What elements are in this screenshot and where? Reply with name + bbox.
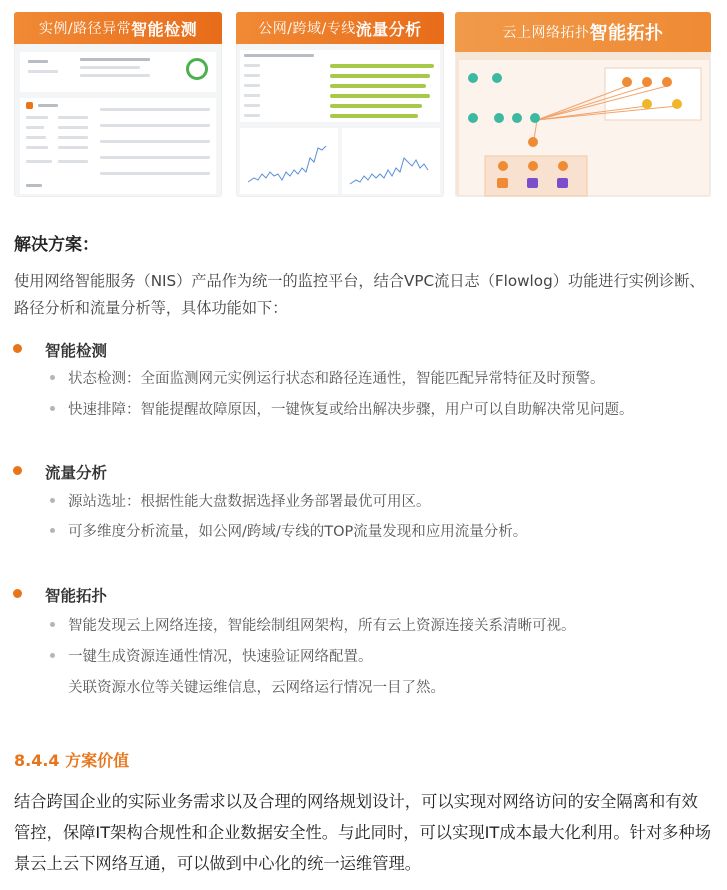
list-item: 快速排障：智能提醒故障原因，一键恢复或给出解决步骤，用户可以自助解决常见问题。 [68, 402, 634, 418]
list-item-continuation: 关联资源水位等关键运维信息，云网络运行情况一目了然。 [68, 680, 445, 696]
item-bullet-icon [50, 653, 55, 658]
item-bullet-icon [50, 406, 55, 411]
thumbnail-smart-detection [14, 12, 222, 197]
item-bullet-icon [50, 498, 55, 503]
list-item: 状态检测：全面监测网元实例运行状态和路径连通性，智能匹配异常特征及时预警。 [68, 371, 605, 387]
thumbnail-title-prefix: 云上网络拓扑 [502, 25, 590, 41]
section-bullet-icon [13, 589, 22, 598]
topology-diagram-icon [455, 52, 711, 197]
health-ring-icon [186, 58, 208, 80]
item-bullet-icon [50, 375, 55, 380]
thumbnail-title [236, 12, 444, 44]
thumbnail-title-bold: 智能检测 [131, 19, 198, 39]
thumbnail-title [455, 12, 711, 52]
section-title-smart-topology: 智能拓扑 [45, 587, 108, 605]
section-title-traffic-analysis: 流量分析 [45, 464, 108, 482]
thumbnail-traffic-analysis [236, 12, 444, 197]
traffic-chart-left [240, 128, 338, 194]
traffic-ranking-panel [240, 50, 440, 122]
value-paragraph: 结合跨国企业的实际业务需求以及合理的网络规划设计，可以实现对网络访问的安全隔离和有效管控，保障IT架构合规性和企业数据安全性。与此同时，可以实现IT成本最大化利用。针对多种场景云上云下网络互通，可以做到中心化的统一运维管理。 [14, 792, 712, 873]
solution-heading: 解决方案： [14, 235, 99, 255]
section-bullet-icon [13, 466, 22, 475]
thumbnail-smart-topology [455, 12, 711, 197]
feature-thumbnails [14, 12, 714, 212]
list-item: 一键生成资源连通性情况，快速验证网络配置。 [68, 649, 373, 665]
thumbnail-title-prefix: 实例/路径异常 [38, 21, 132, 37]
list-item: 可多维度分析流量，如公网/跨域/专线的TOP流量发现和应用流量分析。 [68, 524, 528, 540]
thumbnail-title-prefix: 公网/跨域/专线 [258, 21, 356, 37]
solution-intro: 使用网络智能服务（NIS）产品作为统一的监控平台，结合VPC流日志（Flowlog）功能进行实例诊断、路径分析和流量分析等，具体功能如下： [14, 272, 705, 317]
thumbnail-title-bold: 流量分析 [355, 19, 422, 39]
item-bullet-icon [50, 528, 55, 533]
list-item: 智能发现云上网络连接，智能绘制组网架构，所有云上资源连接关系清晰可视。 [68, 618, 576, 634]
traffic-chart-right [342, 128, 440, 194]
section-bullet-icon [13, 344, 22, 353]
section-title-smart-detection: 智能检测 [45, 342, 108, 360]
detection-status-panel [20, 52, 216, 92]
list-item: 源站选址：根据性能大盘数据选择业务部署最优可用区。 [68, 494, 431, 510]
traffic-line-chart-icon [240, 128, 338, 194]
detection-table-panel [20, 98, 216, 194]
thumbnail-title [14, 12, 222, 44]
item-bullet-icon [50, 622, 55, 627]
value-heading: 8.4.4 方案价值 [14, 751, 130, 770]
traffic-line-chart-icon [342, 128, 440, 194]
thumbnail-title-bold: 智能拓扑 [589, 23, 664, 44]
alert-icon [26, 102, 33, 109]
